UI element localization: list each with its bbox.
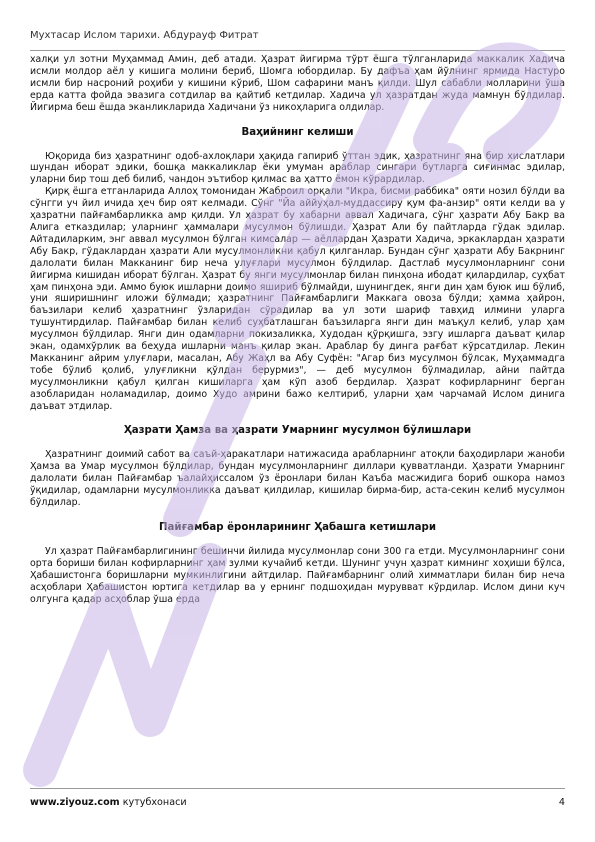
document-body	[30, 54, 565, 606]
paragraph-character: Юқорида биз ҳазратнинг одоб-ахлоқлари ҳақида гапириб ўттан эдик, ҳазратнинг яна бир хислатлари шундан иборат эдики, бошқа маккаликлар ёки умуман араблар сингари бутларга сиғинмас эдилар, уларни бир тош деб билиб, чандон эътибор қилмас ва ҳатто ёмон кўрардилар.	[30, 150, 565, 186]
page-footer	[30, 797, 565, 808]
paragraph-hamza-umar: Ҳазратнинг доимий сабот ва саъй-ҳаракатлари натижасида арабларнинг атоқли баҳодирлари жаноби Ҳамза ва Умар мусулмон бўлдилар, бундан мусулмонларнинг диллари қувватланди. Ҳазрати Умарнинг далолати билан Пайғамбар ъалайҳиссалом ўз ёронлари билан Каъба масжидига бориб ошкора намоз ўқидилар, одамларни мусулмонликка даъват қилдилар, кишилар бирма-бир, аста-секин келиб мусулмон бўлдилар.	[30, 449, 565, 509]
section-heading-hamza-umar: Ҳазрати Ҳамза ва ҳазрати Умарнинг мусулмон бўлишлари	[123, 425, 472, 437]
paragraph-abyssinia: Ул ҳазрат Пайғамбарлигининг бешинчи йилида мусулмонлар сони 300 га етди. Мусулмонларнинг сони орта бориши билан кофирларнинг ҳам зулми кучайиб кетди. Шунинг учун ҳазрат кимнинг хоҳиши бўлса, Ҳабашистонга боришларни мумкинлигини айтдилар. Пайғамбарнинг олий химматлари билан бир неча асҳоблари Ҳабашистон юртига кетдилар ва у ернинг подшоҳидан мурувват кўрдилар. Ислом дини куч олгунга қадар асҳоблар ўша ерда	[30, 546, 565, 605]
header-divider	[30, 50, 565, 51]
footer-divider	[30, 788, 565, 789]
footer-site-link[interactable]: www.ziyouz.com	[30, 797, 120, 808]
paragraph-revelation: Қирқ ёшга етганларида Аллоҳ томонидан Жаброил орқали "Икра, бисми раббика" ояти нозил бўлди ва сўнгги уч йил ичида ҳеч бир оят келмади. Сўнг "Йа аййуҳал-муддассиру қум фа-анзир" ояти келди ва у ҳазратни пайғамбарликка амр қилди. Ул ҳазрат бу хабарни аввал Хадичага, сўнг ҳазрати Абу Бакр ва Алига етказдилар; уларнинг ҳаммалари мусулмон бўлишди. Ҳазрат Али бу пайтларда гўдак эдилар. Айтадиларким, энг аввал мусулмон бўлган кимсалар — аёллардан Ҳазрати Хадича, эркаклардан ҳазрати Абу Бакр, гўдаклардан ҳазрати Али мусулмонликни қабул қилганлар. Бундан сўнг ҳазрати Абу Бакрнинг далолати билан Макканинг бир неча улуғлари мусулмон бўлдилар. Дастлаб мусулмонларнинг сони йигирма кишидан иборат бўлган. Ҳазрат бу янги мусулмонлар билан пинҳона ибодат қилардилар, суҳбат ҳам пинҳона эди. Аммо буюк ишларни доимо яшириб бўлмайди, шунингдек, янги дин ҳам буюк иш бўлиб, уни яширишнинг иложи бўлмади; ҳазратнинг Пайғамбарлиги Маккага овоза бўлди; ҳамма ҳайрон, баъзилари келиб ҳазратнинг ўзларидан сўрадилар ва ул зоти шариф тавҳид илмини уларга тушунтирдилар. Пайғамбар билан келиб суҳбатлашган баъзиларга янги дин маъқул келиб, улар ҳам мусулмон бўлдилар. Янги дин одамларни покизаликка, Худодан қўрқишга, эзгу ишларга даъват қилар экан, одамхўрлик ва беҳуда ишларни манъ қилар экан. Араблар бу динга рағбат кўрсатдилар. Лекин Макканинг айрим улуғлари, масалан, Абу Жаҳл ва Абу Суфён: "Агар биз мусулмон бўлсак, Муҳаммадга тобе бўлиб қолиб, улуғликни қўлдан берурмиз", — деб мусулмон бўлмадилар, айни пайтда мусулмонликни қабул қилган кишиларга ҳам кўп азоб бердилар. Ҳазрат кофирларнинг берган азобларидан ноламадилар, доимо Худо амрини бажо келтириб, уларни ҳам чарчамай Ислом динига даъват этдилар.	[30, 186, 565, 412]
footer-library-label: кутубхонаси	[119, 797, 187, 808]
page-header-title: Мухтасар Ислом тарихи. Абдурауф Фитрат	[30, 30, 259, 41]
page-number: 4	[558, 797, 565, 808]
paragraph-intro: халқи ул зотни Муҳаммад Амин, деб атади. Ҳазрат йигирма тўрт ёшга тўлганларида маккалик Хадича исмли молдор аёл у кишига молини бериб, Шомга юбордилар. Бу дафъа ҳам йўлнинг ярмида Настуро исмли бир насроний роҳиби у кишини кўриб, Шом сафарини манъ қилди. Шул сабабли молларини ўша ерда катта фойда эвазига сотдилар ва қайтиб кетдилар. Хадича ул ҳазратдан жуда мамнун бўлдилар. Йигирма беш ёшда эканликларида Хадичани ўз никоҳларига олдилар.	[30, 54, 565, 113]
section-heading-revelation: Ваҳийнинг келиши	[241, 126, 354, 138]
section-heading-abyssinia: Пайғамбар ёронларининг Ҳабашга кетишлари	[159, 522, 436, 533]
